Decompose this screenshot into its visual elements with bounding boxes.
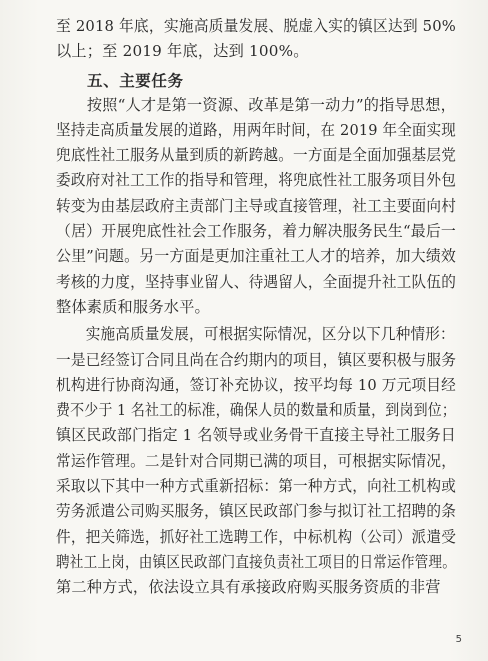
paragraph-2 — [56, 93, 456, 321]
page-number: 5 — [455, 634, 462, 645]
paragraph-3-line-4: 费不少于 1 名社工的标准，确保人员的数量和质量，到岗到位； — [56, 401, 456, 420]
paragraph-3-line-6: 常运作管理。二是针对合同期已满的项目，可根据实际情况， — [56, 451, 457, 470]
paragraph-3 — [56, 322, 456, 600]
paragraph-3-line-2: 一是已经签订合同且尚在合约期内的项目，镇区要积极与服务 — [56, 350, 457, 369]
section-heading: 五、主要任务 — [87, 71, 184, 90]
paragraph-1 — [56, 14, 456, 65]
paragraph-2-line-2: 坚持走高质量发展的道路，用两年时间，在 2019 年全面实现 — [56, 120, 457, 139]
paragraph-2-line-3: 兜底性社工服务从量到质的新跨越。一方面是全面加强基层党 — [56, 146, 457, 165]
paragraph-3-line-5: 镇区民政部门指定 1 名领导或业务骨干直接主导社工服务日 — [56, 426, 456, 445]
paragraph-2-line-4: 委政府对社工工作的指导和管理，将兜底性社工服务项目外包 — [56, 171, 457, 190]
paragraph-2-line-9: 整体素质和服务水平。 — [56, 297, 210, 316]
document-body — [56, 14, 456, 601]
paragraph-3-line-7: 采取以下其中一种方式重新招标：第一种方式，向社工机构或 — [56, 477, 457, 496]
paragraph-3-line-1: 实施高质量发展，可根据实际情况，区分以下几种情形： — [85, 325, 455, 344]
paragraph-2-line-5: 转变为由基层政府主责部门主导或直接管理，社工主要面向村 — [56, 196, 457, 215]
paragraph-3-line-9: 件，把关筛选，抓好社工选聘工作，中标机构（公司）派遣受 — [56, 527, 457, 546]
paragraph-2-line-1: 按照“人才是第一资源、改革是第一动力”的指导思想， — [86, 95, 456, 114]
paragraph-2-line-6: （居）开展兜底性社会工作服务，着力解决服务民生“最后一 — [56, 222, 457, 241]
paragraph-2-line-7: 公里”问题。另一方面是更加注重社工人才的培养，加大绩效 — [56, 247, 457, 266]
paragraph-1-line-2: 以上；至 2019 年底，达到 100%。 — [56, 42, 309, 61]
paragraph-3-line-3: 机构进行协商沟通，签订补充协议，按平均每 10 万元项目经 — [56, 375, 457, 394]
paragraph-2-line-8: 考核的力度，坚持事业留人、待遇留人，全面提升社工队伍的 — [56, 272, 457, 291]
paragraph-3-line-10: 聘社工上岗，由镇区民政部门直接负责社工项目的日常运作管理。 — [56, 552, 457, 571]
paragraph-3-line-8: 劳务派遣公司购买服务，镇区民政部门参与拟订社工招聘的条 — [56, 502, 457, 521]
paragraph-3-line-11: 第二种方式，依法设立具有承接政府购买服务资质的非营 — [56, 578, 441, 597]
paragraph-1-line-1: 至 2018 年底，实施高质量发展、脱虚入实的镇区达到 50% — [56, 17, 456, 35]
